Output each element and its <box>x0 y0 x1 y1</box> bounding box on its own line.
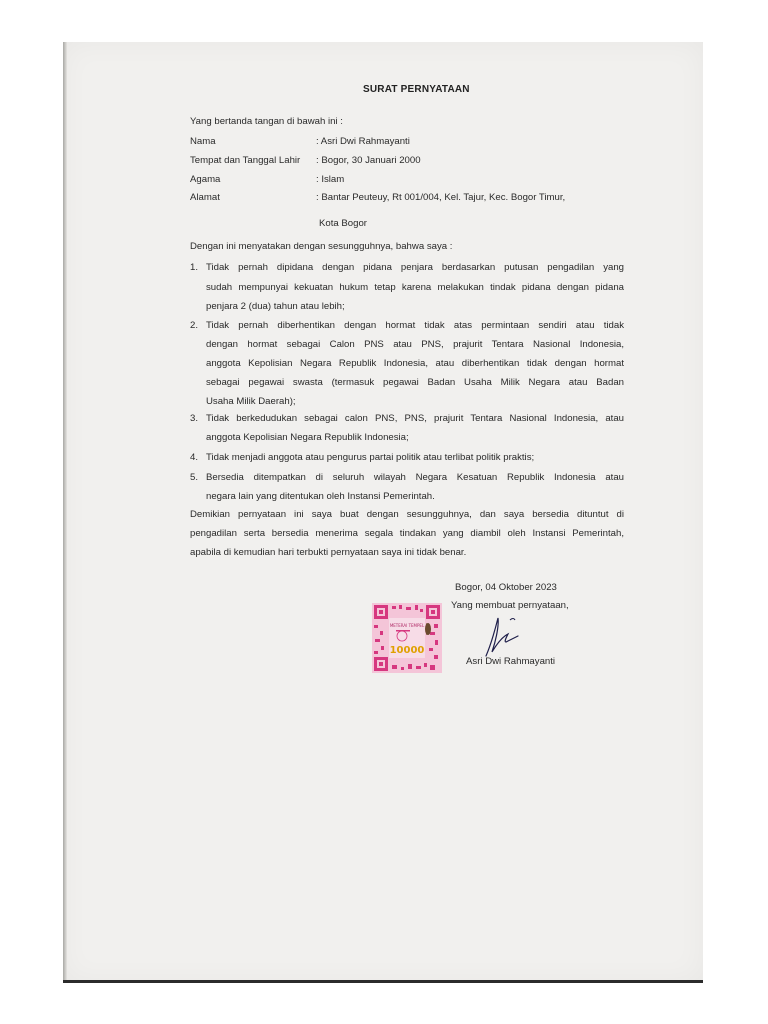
address-continuation: Kota Bogor <box>319 218 368 229</box>
identity-row-name <box>190 136 410 147</box>
identity-row-address <box>190 192 565 203</box>
item-line: Usaha Milik Daerah); <box>206 396 296 407</box>
item-number: 3. <box>190 413 199 424</box>
closing-line: pengadilan serta bersedia menerima segala tindakan yang diambil oleh Instansi Pemerintah, <box>190 528 624 539</box>
statement-intro: Dengan ini menyatakan dengan sesungguhnya, bahwa saya : <box>190 241 453 252</box>
identity-value: : Bantar Peuteuy, Rt 001/004, Kel. Tajur, Kec. Bogor Timur, <box>316 192 566 203</box>
identity-value: : Islam <box>316 174 345 185</box>
identity-label: Alamat <box>190 192 220 203</box>
closing-line: apabila di kemudian hari terbukti pernyataan saya ini tidak benar. <box>190 547 467 558</box>
signer-caption: Yang membuat pernyataan, <box>451 600 569 611</box>
closing-line: Demikian pernyataan ini saya buat dengan sesungguhnya, dan saya bersedia dituntut di <box>190 509 624 520</box>
item-line: Tidak pernah diberhentikan dengan hormat tidak atas permintaan sendiri atau tidak <box>206 320 624 331</box>
handwritten-signature <box>482 612 522 660</box>
stamp-text: METERAI TEMPEL <box>389 623 425 628</box>
item-line: sudah mempunyai kekuatan hukum tetap karena melakukan tindak pidana dengan pidana <box>206 282 624 293</box>
place-date: Bogor, 04 Oktober 2023 <box>455 582 557 593</box>
item-number: 2. <box>190 320 199 331</box>
item-line: penjara 2 (dua) tahun atau lebih; <box>206 301 345 312</box>
identity-row-religion <box>190 174 344 185</box>
identity-row-birth <box>190 155 421 166</box>
item-number: 4. <box>190 452 199 463</box>
paper-bottom-edge <box>63 980 703 983</box>
item-line: Tidak menjadi anggota atau pengurus partai politik atau terlibat politik praktis; <box>206 452 535 463</box>
garuda-emblem-icon <box>425 623 431 635</box>
meterai-stamp <box>372 603 442 673</box>
item-line: anggota Kepolisian Negara Republik Indonesia, atau diberhentikan tidak dengan hormat <box>206 358 624 369</box>
identity-value: : Asri Dwi Rahmayanti <box>316 136 410 147</box>
item-line: negara lain yang ditentukan oleh Instansi Pemerintah. <box>206 491 435 502</box>
paper-edge <box>63 42 67 982</box>
item-line: anggota Kepolisian Negara Republik Indonesia; <box>206 432 409 443</box>
identity-label: Nama <box>190 136 216 147</box>
identity-label: Tempat dan Tanggal Lahir <box>190 155 301 166</box>
document-title: SURAT PERNYATAAN <box>363 84 470 95</box>
identity-label: Agama <box>190 174 221 185</box>
intro-text: Yang bertanda tangan di bawah ini : <box>190 116 343 127</box>
identity-value: : Bogor, 30 Januari 2000 <box>316 155 421 166</box>
item-line: Tidak pernah dipidana dengan pidana penjara berdasarkan putusan pengadilan yang <box>206 262 624 273</box>
item-number: 5. <box>190 472 199 483</box>
item-line: Bersedia ditempatkan di seluruh wilayah Negara Kesatuan Republik Indonesia atau <box>206 472 624 483</box>
item-line: sebagai pegawai swasta (termasuk pegawai Badan Usaha Milik Negara atau Badan <box>206 377 624 388</box>
signer-name: Asri Dwi Rahmayanti <box>466 656 556 667</box>
stamp-value: 10000 <box>389 645 425 656</box>
item-number: 1. <box>190 262 199 273</box>
item-line: dengan hormat sebagai Calon PNS atau PNS, prajurit Tentara Nasional Indonesia, <box>206 339 624 350</box>
item-line: Tidak berkedudukan sebagai calon PNS, PNS, prajurit Tentara Nasional Indonesia, atau <box>206 413 624 424</box>
